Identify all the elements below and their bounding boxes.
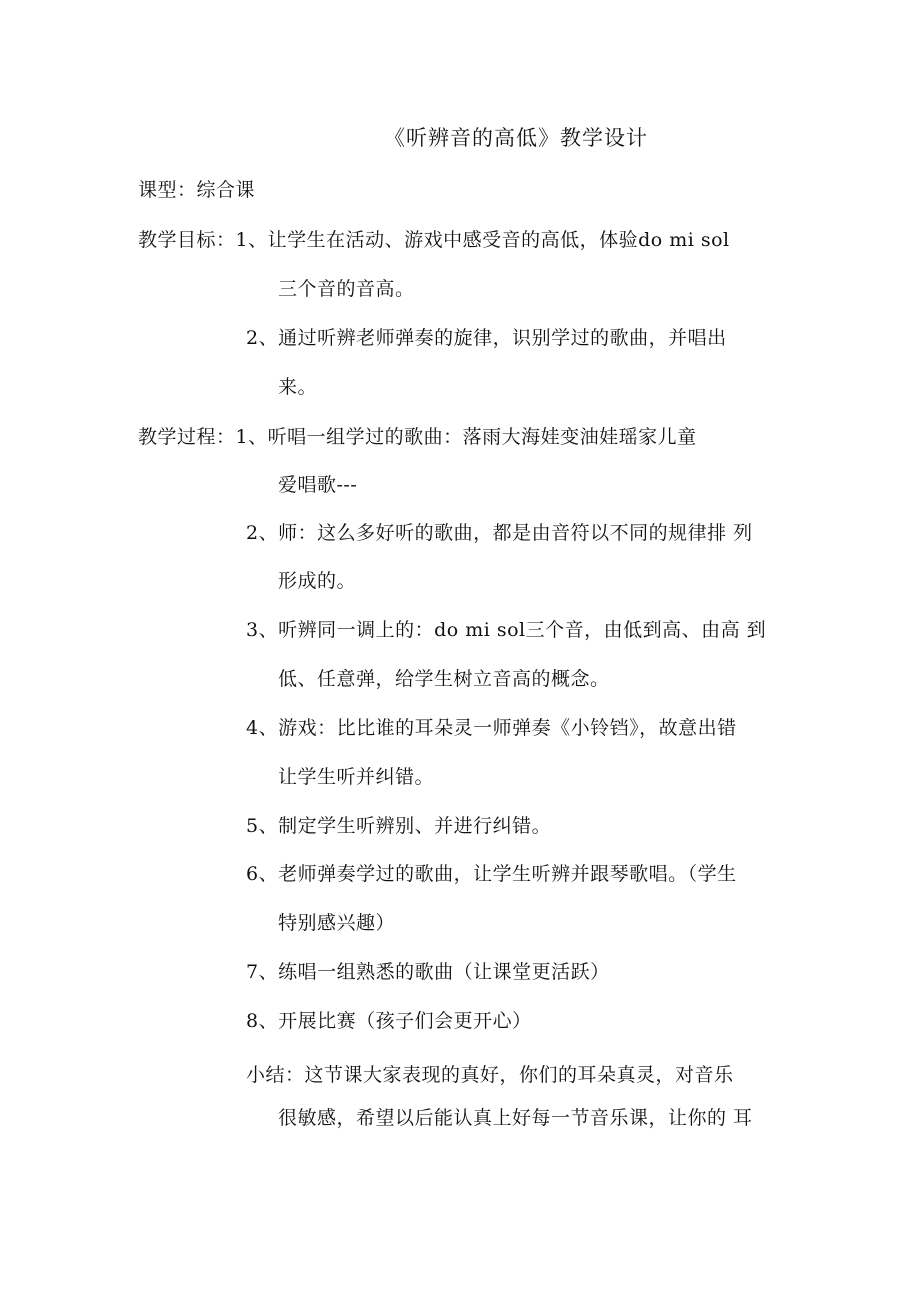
process-step-3-line-1: 3、听辨同一调上的：do mi sol三个音，由低到高、由高 到 [246, 619, 767, 641]
summary-line-2: 很敏感，希望以后能认真上好每一节音乐课，让你的 耳 [278, 1107, 753, 1129]
objective-1-line-1: 教学目标：1、让学生在活动、游戏中感受音的高低，体验do mi sol [138, 229, 730, 251]
process-step-6-line-2: 特别感兴趣） [278, 912, 396, 934]
process-step-5-line-1: 5、制定学生听辨别、并进行纠错。 [246, 815, 552, 837]
objective-2-line-1: 2、通过听辨老师弹奏的旋律，识别学过的歌曲，并唱出 [246, 327, 727, 349]
process-step-2-line-1: 2、师：这么多好听的歌曲，都是由音符以不同的规律排 列 [246, 522, 753, 544]
document-title: 《听辨音的高低》教学设计 [384, 126, 648, 150]
process-step-6-line-1: 6、老师弹奏学过的歌曲，让学生听辨并跟琴歌唱。（学生 [246, 863, 737, 885]
process-step-3-line-2: 低、任意弹，给学生树立音高的概念。 [278, 668, 610, 690]
course-type-line: 课型：综合课 [138, 179, 256, 201]
process-step-4-line-2: 让学生听并纠错。 [278, 766, 435, 788]
process-step-4-line-1: 4、游戏：比比谁的耳朵灵一师弹奏《小铃铛》，故意出错 [246, 717, 737, 739]
summary-line-1: 小结：这节课大家表现的真好，你们的耳朵真灵，对音乐 [246, 1064, 734, 1086]
process-step-8-line-1: 8、开展比赛（孩子们会更开心） [246, 1010, 532, 1032]
process-step-1-line-2: 爱唱歌--- [278, 474, 358, 496]
process-step-1-line-1: 教学过程：1、听唱一组学过的歌曲：落雨大海娃变油娃瑶家儿童 [138, 426, 697, 448]
process-step-2-line-2: 形成的。 [278, 570, 357, 592]
objective-1-line-2: 三个音的音高。 [278, 278, 415, 300]
process-step-7-line-1: 7、练唱一组熟悉的歌曲（让课堂更活跃） [246, 961, 610, 983]
objective-2-line-2: 来。 [278, 376, 318, 398]
